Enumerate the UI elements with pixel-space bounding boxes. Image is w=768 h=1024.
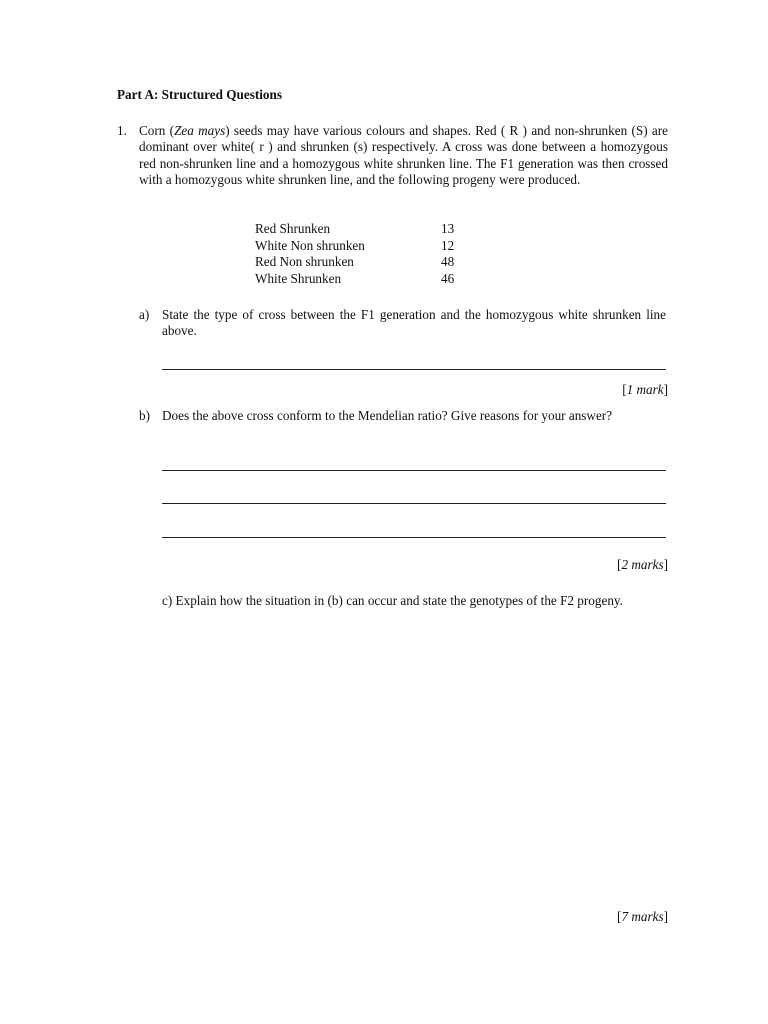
table-row [255,221,454,238]
answer-line-b-1[interactable] [162,470,666,471]
question-stem [139,123,668,189]
question-number: 1. [117,123,127,138]
table-row [255,254,454,271]
part-b-question: Does the above cross conform to the Mendelian ratio? Give reasons for your answer? [162,408,613,423]
mark-value: 1 mark [626,382,664,397]
part-c-question: c) Explain how the situation in (b) can occur and state the genotypes of the F2 progeny. [162,593,623,608]
table-row [255,238,454,255]
mark-value: 2 marks [621,557,664,572]
answer-line-a[interactable] [162,369,666,370]
part-b-label: b) [139,408,150,423]
progeny-table [255,221,454,288]
table-row [255,271,454,288]
part-b-marks: [2 marks] [617,557,668,572]
part-a-label: a) [139,307,150,322]
answer-line-b-3[interactable] [162,537,666,538]
section-heading: Part A: Structured Questions [117,87,282,102]
part-a-marks: [1 mark] [622,382,668,397]
progeny-count: 12 [441,237,455,253]
answer-line-b-2[interactable] [162,503,666,504]
part-a-question: State the type of cross between the F1 generation and the homozygous white shrunken line above. [162,307,666,339]
progeny-phenotype: Red Shrunken [255,221,331,236]
mark-value: 7 marks [621,909,664,924]
progeny-count: 13 [441,221,455,236]
progeny-count: 46 [441,271,455,287]
stem-rest: ) seeds may have various colours and shapes. Red ( R ) and non-shrunken (S) are dominant over white( r ) and shrunken (s) respectively. A cross was done between a homozygous red non-shrunken line and a homozygous white shrunken line. The F1 generation was then crossed with a homozygous white shrunken line, and the following progeny were produced. [139,123,668,188]
progeny-phenotype: White Shrunken [255,271,342,287]
progeny-count: 48 [441,254,455,270]
progeny-phenotype: Red Non shrunken [255,254,354,270]
stem-start: Corn ( [139,123,175,138]
species-name: Zea mays [174,123,226,138]
part-c-marks: [7 marks] [617,909,668,924]
progeny-phenotype: White Non shrunken [255,237,365,253]
